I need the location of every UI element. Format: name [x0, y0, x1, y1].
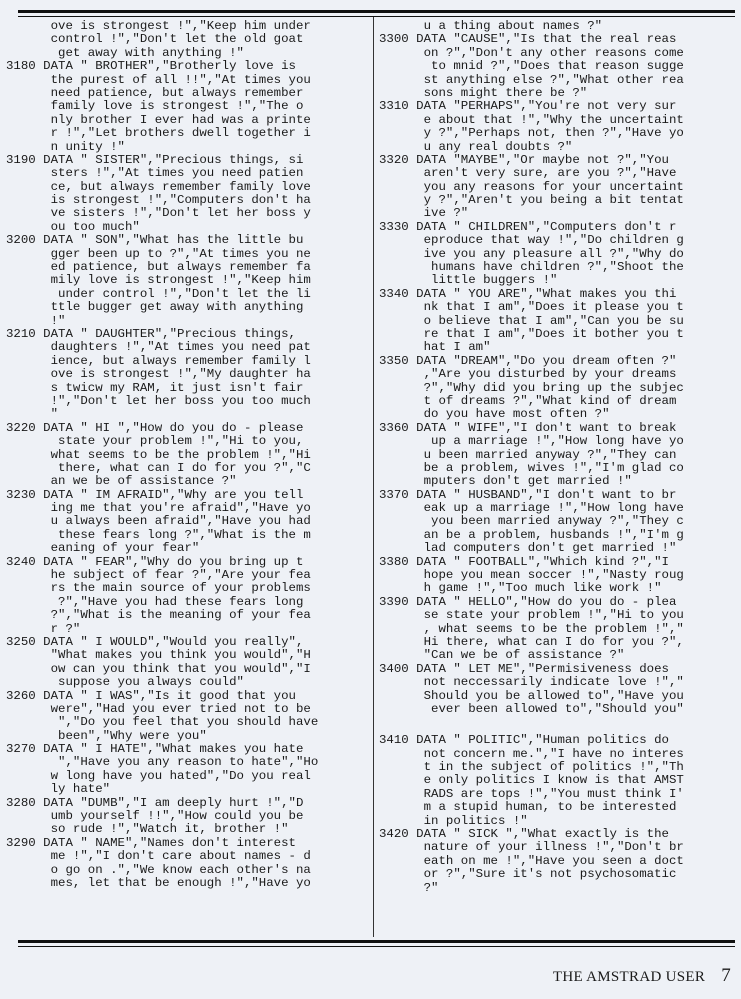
- code-line: ve sisters !","Don't let her boss y: [6, 206, 311, 221]
- code-line: ed patience, but always remember fa: [6, 260, 311, 275]
- page-number: 7: [721, 965, 731, 986]
- code-line: Hi there, what can I do for you ?",: [379, 634, 684, 649]
- code-line: ","Have you any reason to hate","Ho: [6, 755, 319, 770]
- code-line: 3330 DATA " CHILDREN","Computers don't r: [379, 219, 677, 234]
- code-line: h game !","Too much like work !": [379, 581, 662, 596]
- code-line: ?","Have you had these fears long: [6, 594, 304, 609]
- code-line: ","Do you feel that you should have: [6, 715, 319, 730]
- code-line: be a problem, wives !","I'm glad co: [379, 460, 684, 475]
- code-line: so rude !","Watch it, brother !": [6, 822, 289, 837]
- code-line: w long have you hated","Do you real: [6, 768, 311, 783]
- code-line: u always been afraid","Have you had: [6, 514, 311, 529]
- page-footer: [553, 965, 731, 987]
- code-line: ing me that you're afraid","Have yo: [6, 501, 311, 516]
- code-line: 3250 DATA " I WOULD","Would you really",: [6, 634, 304, 649]
- code-line: nature of your illness !","Don't br: [379, 840, 684, 855]
- code-line: you been married anyway ?","They c: [379, 514, 684, 529]
- column-divider: [373, 17, 374, 937]
- code-line: e only politics I know is that AMST: [379, 773, 684, 788]
- code-line: under control !","Don't let the li: [6, 286, 311, 301]
- code-line: were","Had you ever tried not to be: [6, 701, 311, 716]
- code-line: u any real doubts ?": [379, 139, 573, 154]
- code-line: ,"Are you disturbed by your dreams: [379, 367, 677, 382]
- code-line: umb yourself !!","How could you be: [6, 809, 304, 824]
- code-line: st anything else ?","What other rea: [379, 72, 684, 87]
- top-rule: [18, 10, 735, 17]
- code-line: , what seems to be the problem !",": [379, 621, 684, 636]
- code-line: u been married anyway ?","They can: [379, 447, 677, 462]
- listing-column-right: [379, 20, 739, 895]
- code-line: 3390 DATA " HELLO","How do you do - plea: [379, 594, 677, 609]
- code-line: "What makes you think you would","H: [6, 648, 311, 663]
- code-line: 3300 DATA "CAUSE","Is that the real reas: [379, 32, 677, 47]
- code-line: state your problem !","Hi to you,: [6, 434, 304, 449]
- code-line: ive you any pleasure all ?","Why do: [379, 246, 684, 261]
- code-line: RADS are tops !","You must think I': [379, 786, 684, 801]
- code-line: ove is strongest !","My daughter ha: [6, 367, 311, 382]
- code-line: m a stupid human, to be interested: [379, 800, 677, 815]
- code-line: hat I am": [379, 340, 491, 355]
- code-line: not concern me.","I have no interes: [379, 746, 684, 761]
- code-line: ly hate": [6, 782, 111, 797]
- code-line: 3360 DATA " WIFE","I don't want to break: [379, 420, 677, 435]
- code-line: 3370 DATA " HUSBAND","I don't want to br: [379, 487, 677, 502]
- code-line: mes, let that be enough !","Have yo: [6, 876, 311, 890]
- code-line: [379, 716, 739, 734]
- code-line: y ?","Aren't you being a bit tentat: [379, 193, 684, 208]
- code-line: 3350 DATA "DREAM","Do you dream often ?": [379, 353, 677, 368]
- code-line: to mnid ?","Does that reason sugge: [379, 59, 684, 74]
- code-line: you any reasons for your uncertaint: [379, 179, 684, 194]
- code-line: get away with anything !": [6, 45, 244, 60]
- code-line: an be a problem, husbands !","I'm g: [379, 527, 684, 542]
- code-line: 3270 DATA " I HATE","What makes you hate: [6, 742, 304, 757]
- listing-column-left: [6, 20, 368, 890]
- code-line: ou too much": [6, 219, 140, 234]
- code-line: these fears long ?","What is the m: [6, 527, 311, 542]
- code-line: lad computers don't get married !": [379, 541, 677, 556]
- code-line: eak up a marriage !","How long have: [379, 501, 684, 516]
- code-line: e about that !","Why the uncertaint: [379, 112, 684, 127]
- code-line: ?","Why did you bring up the subjec: [379, 380, 684, 395]
- code-line: daughters !","At times you need pat: [6, 340, 311, 355]
- code-line: or ?","Sure it's not psychosomatic: [379, 867, 677, 882]
- code-line: an we be of assistance ?": [6, 474, 237, 489]
- code-line: u a thing about names ?": [379, 19, 603, 33]
- code-line: humans have children ?","Shoot the: [379, 260, 684, 275]
- code-line: mputers don't get married !": [379, 474, 632, 489]
- code-line: ove is strongest !","Keep him under: [6, 19, 311, 33]
- code-line: is strongest !","Computers don't ha: [6, 193, 311, 208]
- code-line: on ?","Don't any other reasons come: [379, 45, 684, 60]
- code-line: 3340 DATA " YOU ARE","What makes you thi: [379, 286, 677, 301]
- code-line: he subject of fear ?","Are your fea: [6, 568, 311, 583]
- code-line: Should you be allowed to","Have you: [379, 688, 684, 703]
- code-line: ever been allowed to","Should you": [379, 701, 684, 716]
- code-line: o believe that I am","Can you be su: [379, 313, 684, 328]
- code-line: there, what can I do for you ?","C: [6, 460, 311, 475]
- code-line: !","Don't let her boss you too much: [6, 393, 311, 408]
- code-line: what seems to be the problem !","Hi: [6, 447, 311, 462]
- code-line: r !","Let brothers dwell together i: [6, 126, 311, 141]
- code-line: rs the main source of your problems: [6, 581, 311, 596]
- code-line: ow can you think that you would","I: [6, 661, 311, 676]
- code-line: n unity !": [6, 139, 125, 154]
- code-line: not neccessarily indicate love !",": [379, 675, 684, 690]
- code-line: 3320 DATA "MAYBE","Or maybe not ?","You: [379, 152, 669, 167]
- code-line: do you have most often ?": [379, 407, 610, 422]
- code-line: sters !","At times you need patien: [6, 166, 304, 181]
- code-line: 3190 DATA " SISTER","Precious things, si: [6, 152, 304, 167]
- code-line: 3220 DATA " HI ","How do you do - please: [6, 420, 304, 435]
- code-line: been","Why were you": [6, 728, 207, 743]
- code-line: suppose you always could": [6, 675, 244, 690]
- code-line: se state your problem !","Hi to you: [379, 608, 684, 623]
- code-line: 3240 DATA " FEAR","Why do you bring up t: [6, 554, 304, 569]
- code-line: 3210 DATA " DAUGHTER","Precious things,: [6, 326, 296, 341]
- bottom-rule: [18, 940, 735, 947]
- code-line: 3200 DATA " SON","What has the little bu: [6, 233, 304, 248]
- code-line: s twicw my RAM, it just isn't fair: [6, 380, 304, 395]
- code-line: mily love is strongest !","Keep him: [6, 273, 311, 288]
- code-line: family love is strongest !","The o: [6, 99, 304, 114]
- code-line: eaning of your fear": [6, 541, 200, 556]
- code-line: ": [6, 407, 59, 422]
- code-line: ttle bugger get away with anything: [6, 300, 304, 315]
- code-line: in politics !": [379, 813, 528, 828]
- code-line: eproduce that way !","Do children g: [379, 233, 684, 248]
- code-line: ience, but always remember family l: [6, 353, 311, 368]
- code-line: 3260 DATA " I WAS","Is it good that you: [6, 688, 296, 703]
- code-line: up a marriage !","How long have yo: [379, 434, 684, 449]
- code-line: hope you mean soccer !","Nasty roug: [379, 568, 684, 583]
- code-line: me !","I don't care about names - d: [6, 849, 311, 864]
- code-line: 3180 DATA " BROTHER","Brotherly love is: [6, 59, 296, 74]
- code-line: !": [6, 313, 66, 328]
- code-line: need patience, but always remember: [6, 85, 304, 100]
- code-line: nk that I am","Does it please you t: [379, 300, 684, 315]
- code-line: ive ?": [379, 206, 469, 221]
- code-line: t in the subject of politics !","Th: [379, 760, 684, 775]
- code-line: re that I am","Does it bother you t: [379, 326, 684, 341]
- code-line: nly brother I ever had was a printe: [6, 112, 311, 127]
- code-line: aren't very sure, are you ?","Have: [379, 166, 677, 181]
- code-line: y ?","Perhaps not, then ?","Have yo: [379, 126, 684, 141]
- code-line: 3410 DATA " POLITIC","Human politics do: [379, 733, 669, 748]
- code-line: sons might there be ?": [379, 85, 588, 100]
- code-line: ?": [379, 880, 439, 895]
- publication-name: THE AMSTRAD USER: [552, 969, 706, 985]
- code-line: 3230 DATA " IM AFRAID","Why are you tell: [6, 487, 304, 502]
- code-line: 3380 DATA " FOOTBALL","Which kind ?","I: [379, 554, 669, 569]
- code-line: 3400 DATA " LET ME","Permisiveness does: [379, 661, 669, 676]
- code-line: 3310 DATA "PERHAPS","You're not very sur: [379, 99, 677, 114]
- code-line: control !","Don't let the old goat: [6, 32, 304, 47]
- code-line: eath on me !","Have you seen a doct: [379, 853, 684, 868]
- code-line: "Can we be of assistance ?": [379, 648, 625, 663]
- code-line: r ?": [6, 621, 81, 636]
- code-line: gger been up to ?","At times you ne: [6, 246, 311, 261]
- code-line: ?","What is the meaning of your fea: [6, 608, 311, 623]
- code-line: 3290 DATA " NAME","Names don't interest: [6, 835, 296, 850]
- code-line: t of dreams ?","What kind of dream: [379, 393, 677, 408]
- code-line: o go on .","We know each other's na: [6, 862, 311, 877]
- code-line: the purest of all !!","At times you: [6, 72, 311, 87]
- code-line: little buggers !": [379, 273, 558, 288]
- code-line: 3420 DATA " SICK ","What exactly is the: [379, 827, 669, 842]
- code-line: ce, but always remember family love: [6, 179, 311, 194]
- code-line: 3280 DATA "DUMB","I am deeply hurt !","D: [6, 795, 304, 810]
